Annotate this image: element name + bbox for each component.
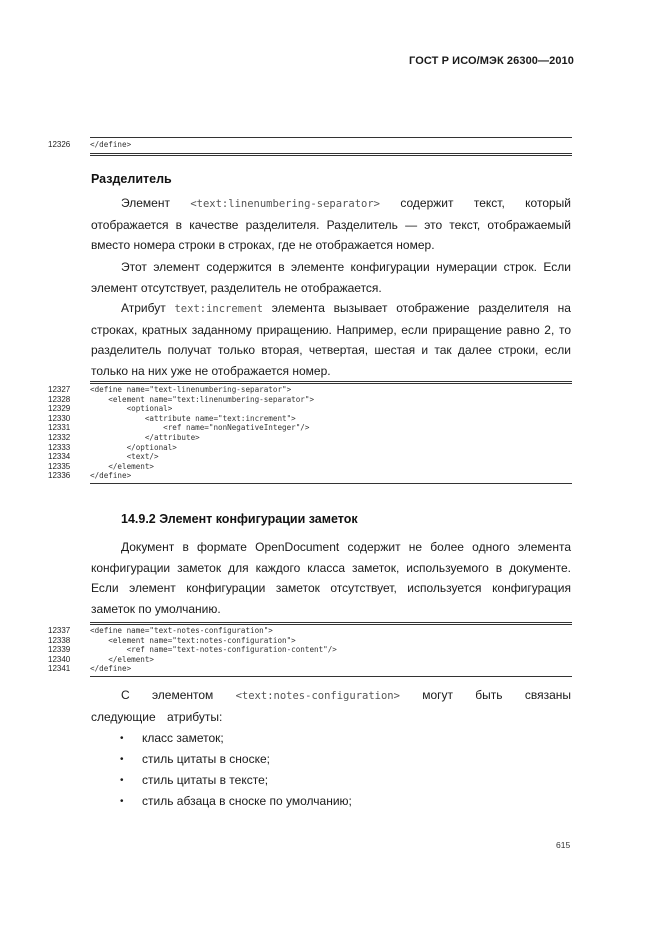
- list-item-text: стиль цитаты в тексте;: [142, 773, 269, 787]
- code-rule-bottom: [90, 153, 572, 156]
- line-number: 12339: [48, 645, 71, 655]
- code-text: <ref name="nonNegativeInteger"/>: [90, 423, 310, 433]
- list-item-text: класс заметок;: [142, 731, 224, 745]
- code-line: [48, 645, 572, 655]
- paragraph: Этот элемент содержится в элементе конфигурации нумерации строк. Если элемент отсутствует, разделитель не отображается.: [91, 260, 571, 295]
- code-text: </optional>: [90, 442, 177, 452]
- code-line: [48, 433, 572, 443]
- list-item: [120, 770, 352, 791]
- code-text: </define>: [90, 140, 132, 149]
- paragraph-text: могут быть связаны следующие атрибуты:: [91, 688, 571, 724]
- bullet-icon: •: [120, 754, 124, 765]
- code-text: </element>: [90, 654, 155, 664]
- document-header: ГОСТ Р ИСО/МЭК 26300—2010: [409, 55, 574, 67]
- list-item-text: стиль абзаца в сноске по умолчанию;: [142, 794, 352, 808]
- code-text: <optional>: [90, 404, 173, 414]
- paragraph-text: Элемент: [121, 196, 191, 210]
- line-number: 12331: [48, 423, 71, 433]
- line-number: 12330: [48, 413, 71, 423]
- inline-code: <text:notes-configuration>: [235, 690, 400, 702]
- code-line: [48, 385, 572, 395]
- bullet-icon: •: [120, 775, 124, 786]
- code-text: </define>: [90, 664, 132, 674]
- code-block-1: [48, 137, 572, 156]
- code-line: [48, 462, 572, 472]
- section-heading-notes-configuration: 14.9.2 Элемент конфигурации заметок: [121, 512, 358, 526]
- code-line: [48, 636, 572, 646]
- paragraph: Документ в формате OpenDocument содержит не более одного элемента конфигурации заметок для каждого класса заметок, используемого в документе. Если элемент конфигурации заметок отсутствует, используется конфигурация заметок по умолчанию.: [91, 540, 571, 616]
- inline-code: text:increment: [174, 303, 263, 315]
- line-number: 12337: [48, 626, 71, 635]
- code-text: </attribute>: [90, 432, 200, 442]
- paragraph-text: Атрибут: [121, 301, 175, 315]
- inline-code: <text:linenumbering-separator>: [190, 198, 380, 210]
- line-number: 12328: [48, 394, 71, 404]
- code-line: [48, 414, 572, 424]
- code-line: [48, 140, 572, 150]
- code-text: <element name="text:linenumbering-separator">: [90, 394, 315, 404]
- line-number: 12326: [48, 140, 71, 149]
- code-line: [48, 655, 572, 665]
- section-heading-separator: Разделитель: [91, 172, 172, 186]
- code-line: [48, 664, 572, 674]
- list-item: [120, 791, 352, 812]
- list-item: [120, 749, 352, 770]
- list-item: [120, 728, 352, 749]
- line-number: 12338: [48, 635, 71, 645]
- paragraph: [91, 193, 571, 256]
- code-line: [48, 452, 572, 462]
- list-item-text: стиль цитаты в сноске;: [142, 752, 270, 766]
- line-number: 12336: [48, 471, 71, 481]
- bullet-icon: •: [120, 733, 124, 744]
- code-text: <attribute name="text:increment">: [90, 413, 296, 423]
- code-block-3: [48, 622, 572, 677]
- line-number: 12327: [48, 385, 71, 394]
- line-number: 12335: [48, 461, 71, 471]
- code-text: <define name="text-linenumbering-separator">: [90, 385, 292, 394]
- page-number: 615: [556, 840, 571, 850]
- code-line: [48, 471, 572, 481]
- line-number: 12340: [48, 654, 71, 664]
- code-text: </element>: [90, 461, 155, 471]
- code-line: [48, 423, 572, 433]
- line-number: 12341: [48, 664, 71, 674]
- code-line: [48, 395, 572, 405]
- code-text: </define>: [90, 471, 132, 481]
- bullet-icon: •: [120, 796, 124, 807]
- line-number: 12333: [48, 442, 71, 452]
- line-number: 12332: [48, 432, 71, 442]
- paragraph-text: содержит текст, который отображается в качестве разделителя. Разделитель — это текст, отображаемый вместо номера строки в строках, где не отображается номер.: [91, 196, 571, 252]
- paragraph-text: элемента вызывает отображение разделителя на строках, кратных заданному приращению. Например, если приращение равно 2, то разделитель получат только вторая, четвертая, шестая и так далее строки, если только на них уже не отображается номер.: [91, 301, 571, 378]
- paragraph: [91, 298, 571, 381]
- code-block-2: [48, 381, 572, 484]
- line-number: 12334: [48, 452, 71, 462]
- attribute-list: [120, 728, 352, 812]
- code-text: <ref name="text-notes-configuration-content"/>: [90, 645, 337, 655]
- code-line: [48, 626, 572, 636]
- paragraph-text: С элементом: [121, 688, 236, 702]
- code-line: [48, 443, 572, 453]
- code-text: <text/>: [90, 452, 159, 462]
- code-rule-bottom: [90, 676, 572, 677]
- code-rule-bottom: [90, 483, 572, 484]
- code-line: [48, 404, 572, 414]
- code-text: <define name="text-notes-configuration">: [90, 626, 273, 635]
- line-number: 12329: [48, 404, 71, 414]
- code-text: <element name="text:notes-configuration">: [90, 635, 296, 645]
- paragraph: [91, 685, 571, 727]
